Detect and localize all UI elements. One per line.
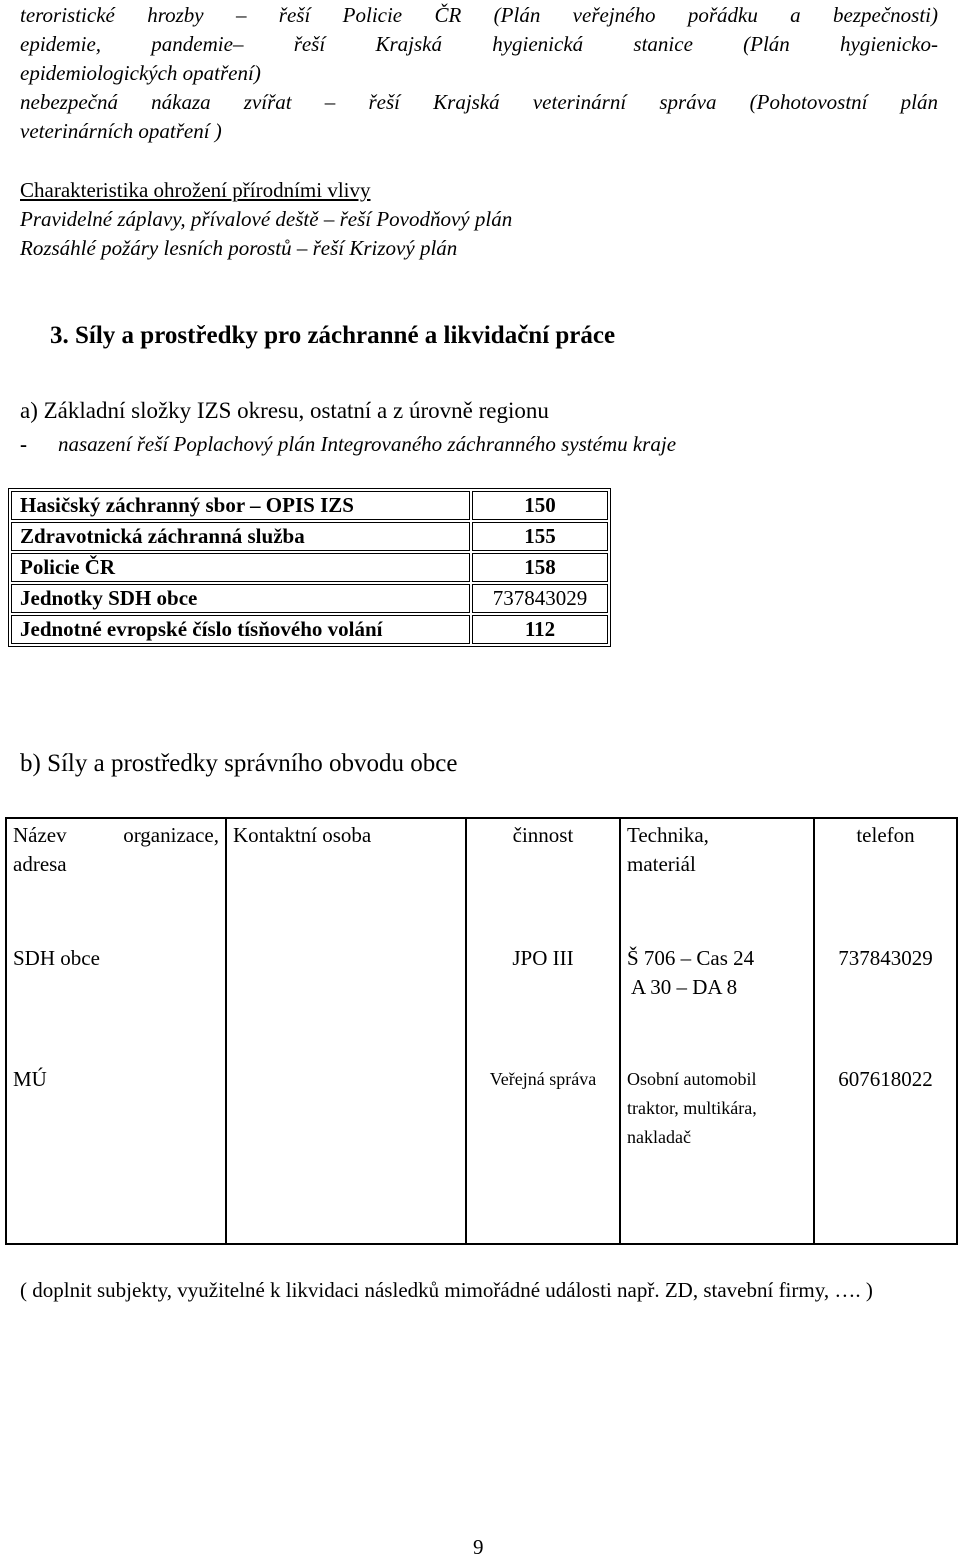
deployment-note-text: nasazení řeší Poplachový plán Integrovaného záchranného systému kraje xyxy=(58,432,677,456)
header-phone: telefon xyxy=(814,818,957,942)
table-row xyxy=(11,584,608,613)
equipment-line: Osobní automobil xyxy=(627,1069,757,1090)
section-heading: 3. Síly a prostředky pro záchranné a likvidační práce xyxy=(50,322,616,349)
intro-line-1: teroristické hrozby – řeší Policie ČR (Plán veřejného pořádku a bezpečnosti) xyxy=(20,3,938,27)
subsection-a-title: a) Základní složky IZS okresu, ostatní a z úrovně regionu xyxy=(20,398,549,423)
org-equipment xyxy=(620,942,814,1064)
izs-name: Policie ČR xyxy=(11,553,470,582)
header-equipment-line2: materiál xyxy=(627,852,696,876)
note-text: ( doplnit subjekty, využitelné k likvidaci následků mimořádné události např. ZD, stavební firmy, …. ) xyxy=(20,1278,873,1302)
subsection-b-title: b) Síly a prostředky správního obvodu obce xyxy=(20,750,458,777)
table-row xyxy=(6,942,957,1064)
org-name: SDH obce xyxy=(6,942,226,1064)
deployment-note xyxy=(20,432,676,457)
header-org-organization: organizace, xyxy=(123,823,219,847)
table-header-row xyxy=(6,818,957,942)
izs-name: Jednotné evropské číslo tísňového volání xyxy=(11,615,470,644)
org-equipment xyxy=(620,1063,814,1244)
izs-name: Zdravotnická záchranná služba xyxy=(11,522,470,551)
izs-number: 737843029 xyxy=(472,584,608,613)
intro-line-3: epidemiologických opatření) xyxy=(20,61,261,85)
izs-number: 112 xyxy=(472,615,608,644)
table-row xyxy=(11,491,608,520)
izs-number: 150 xyxy=(472,491,608,520)
header-equipment-line1: Technika, xyxy=(627,823,709,847)
equipment-line: Š 706 – Cas 24 xyxy=(627,945,755,970)
org-activity: JPO III xyxy=(466,942,620,1064)
nature-line-1: Pravidelné záplavy, přívalové deště – řeší Povodňový plán xyxy=(20,207,513,231)
org-phone: 737843029 xyxy=(814,942,957,1064)
table-row xyxy=(11,553,608,582)
table-row xyxy=(11,615,608,644)
header-contact: Kontaktní osoba xyxy=(226,818,466,942)
izs-contacts-table xyxy=(8,488,611,647)
nature-line-2: Rozsáhlé požáry lesních porostů – řeší Krizový plán xyxy=(20,236,458,260)
header-organization xyxy=(6,818,226,942)
nature-title: Charakteristika ohrožení přírodními vlivy xyxy=(20,178,371,202)
header-equipment xyxy=(620,818,814,942)
table-row xyxy=(11,522,608,551)
org-contact xyxy=(226,942,466,1064)
izs-name: Hasičský záchranný sbor – OPIS IZS xyxy=(11,491,470,520)
table-row xyxy=(6,1063,957,1244)
intro-line-2: epidemie, pandemie– řeší Krajská hygienická stanice (Plán hygienicko- xyxy=(20,32,938,56)
municipal-resources-table xyxy=(5,817,958,1245)
header-org-address: adresa xyxy=(13,852,67,876)
org-contact xyxy=(226,1063,466,1244)
org-name: MÚ xyxy=(6,1063,226,1244)
intro-line-4: nebezpečná nákaza zvířat – řeší Krajská veterinární správa (Pohotovostní plán xyxy=(20,90,938,114)
intro-line-5: veterinárních opatření ) xyxy=(20,119,222,143)
equipment-line: nakladač xyxy=(627,1127,691,1148)
equipment-line: traktor, multikára, xyxy=(627,1098,757,1119)
org-phone: 607618022 xyxy=(814,1063,957,1244)
header-org-name: Název xyxy=(13,823,67,847)
izs-number: 158 xyxy=(472,553,608,582)
equipment-line: A 30 – DA 8 xyxy=(631,974,738,999)
page-number: 9 xyxy=(473,1535,484,1559)
izs-name: Jednotky SDH obce xyxy=(11,584,470,613)
org-activity: Veřejná správa xyxy=(466,1063,620,1244)
header-activity: činnost xyxy=(466,818,620,942)
dash-bullet: - xyxy=(20,432,27,456)
izs-number: 155 xyxy=(472,522,608,551)
